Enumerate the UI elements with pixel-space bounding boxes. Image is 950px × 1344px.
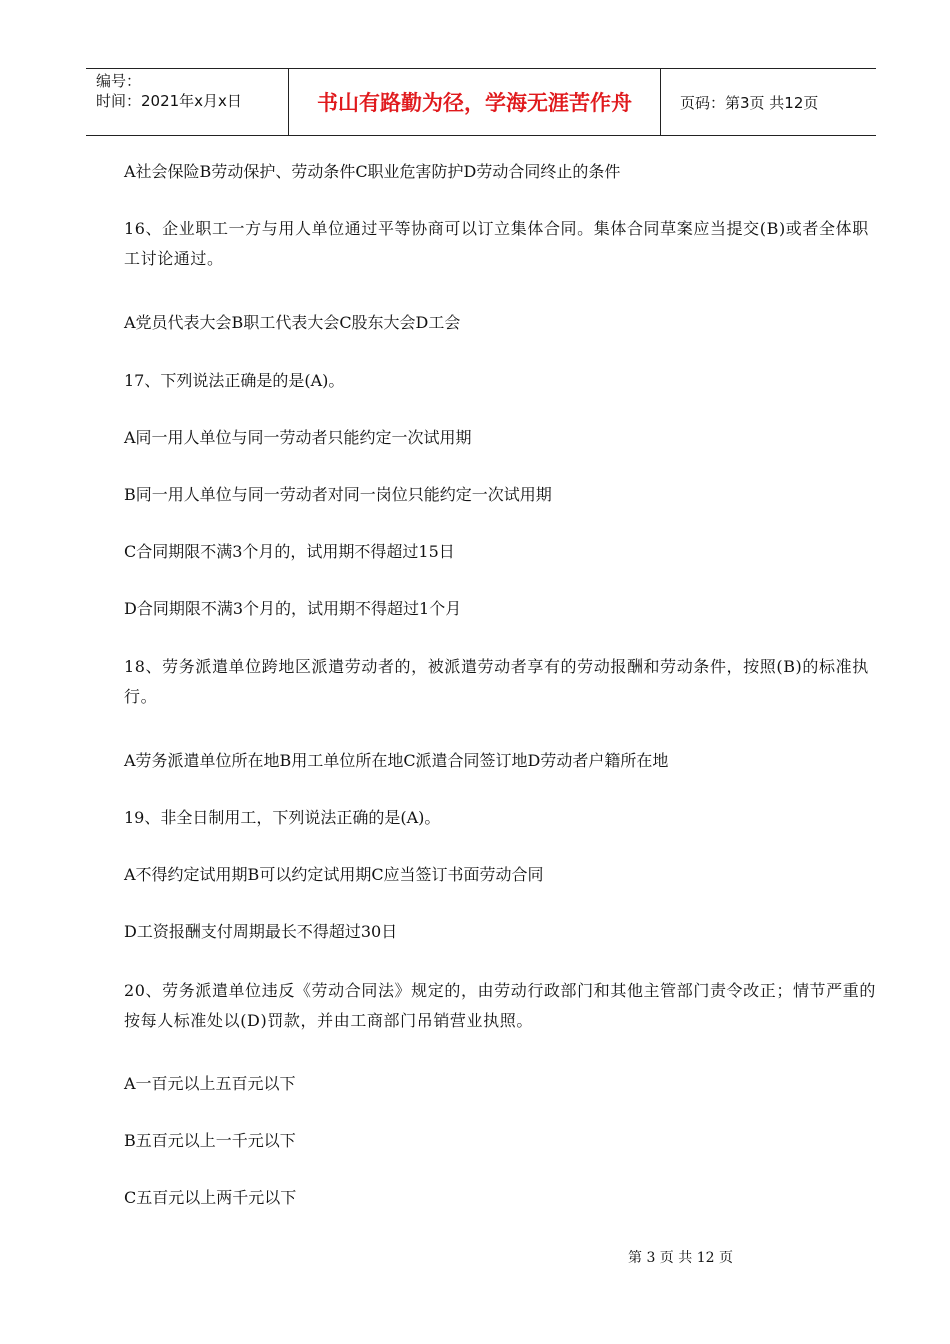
header-divider [660, 69, 661, 135]
option-line: A社会保险B劳动保护、劳动条件C职业危害防护D劳动合同终止的条件 [124, 162, 621, 181]
option-line: A一百元以上五百元以下 [124, 1074, 296, 1093]
document-number-label: 编号： [96, 72, 142, 90]
header-page-number [670, 69, 876, 135]
option-line: C五百元以上两千元以下 [124, 1188, 297, 1207]
option-line: A劳务派遣单位所在地B用工单位所在地C派遣合同签订地D劳动者户籍所在地 [124, 751, 669, 770]
document-date-label: 时间：2021年x月x日 [96, 92, 242, 110]
page-header [86, 68, 876, 136]
header-meta [86, 69, 288, 135]
header-motto: 书山有路勤为径，学海无涯苦作舟 [317, 91, 632, 115]
question-18: 18、劳务派遣单位跨地区派遣劳动者的，被派遣劳动者享有的劳动报酬和劳动条件，按照(B)的标准执行。 [124, 657, 869, 706]
question-20: 20、劳务派遣单位违反《劳动合同法》规定的，由劳动行政部门和其他主管部门责令改正；情节严重的按每人标准处以(D)罚款，并由工商部门吊销营业执照。 [124, 981, 876, 1030]
question-19: 19、非全日制用工，下列说法正确的是(A)。 [124, 808, 441, 827]
question-17: 17、下列说法正确是的是(A)。 [124, 371, 345, 390]
option-line: B五百元以上一千元以下 [124, 1131, 296, 1150]
question-16: 16、企业职工一方与用人单位通过平等协商可以订立集体合同。集体合同草案应当提交(B)或者全体职工讨论通过。 [124, 219, 869, 268]
option-line: A不得约定试用期B可以约定试用期C应当签订书面劳动合同 [124, 865, 544, 884]
option-line: A党员代表大会B职工代表大会C股东大会D工会 [124, 313, 461, 332]
option-line: A同一用人单位与同一劳动者只能约定一次试用期 [124, 428, 472, 447]
page-footer: 第 3 页 共 12 页 [628, 1250, 733, 1266]
option-line: D工资报酬支付周期最长不得超过30日 [124, 922, 398, 941]
option-line: B同一用人单位与同一劳动者对同一岗位只能约定一次试用期 [124, 485, 552, 504]
option-line: D合同期限不满3个月的，试用期不得超过1个月 [124, 599, 462, 618]
option-line: C合同期限不满3个月的，试用期不得超过15日 [124, 542, 455, 561]
header-page-label: 页码：第3页 共12页 [680, 94, 819, 112]
